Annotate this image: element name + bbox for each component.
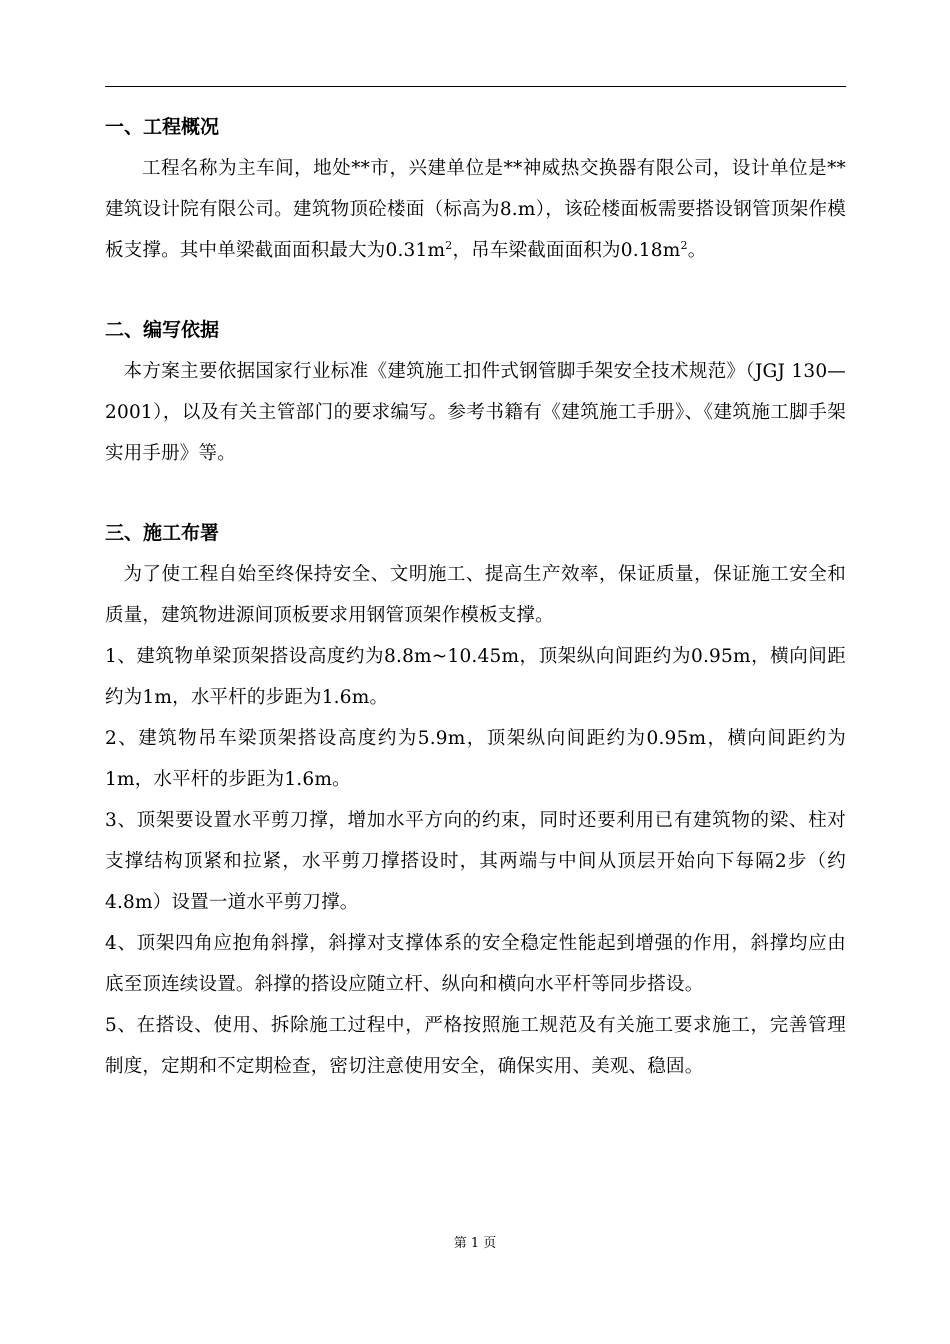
section-spacer: [105, 474, 846, 512]
overview-text-part3: 。: [687, 240, 707, 261]
page-number: 第 1 页: [453, 1236, 497, 1251]
section-heading-deployment: 三、施工布署: [105, 522, 220, 544]
header-rule: [105, 86, 846, 87]
deployment-item-4: 4、顶架四角应抱角斜撑，斜撑对支撑体系的安全稳定性能起到增强的作用，斜撑均应由底至顶连续设置。斜撑的搭设应随立杆、纵向和横向水平杆等同步搭设。: [105, 933, 846, 995]
overview-paragraph: [105, 148, 846, 271]
deployment-item-3: 3、顶架要设置水平剪刀撑，增加水平方向的约束，同时还要利用已有建筑物的梁、柱对支撑结构顶紧和拉紧，水平剪刀撑搭设时，其两端与中间从顶层开始向下每隔2步（约4.8m）设置一道水平剪刀撑。: [105, 810, 846, 913]
superscript-2: 2: [680, 238, 688, 252]
deployment-item-5: 5、在搭设、使用、拆除施工过程中，严格按照施工规范及有关施工要求施工，完善管理制度，定期和不定期检查，密切注意使用安全，确保实用、美观、稳固。: [105, 1015, 846, 1077]
section-spacer: [105, 271, 846, 309]
superscript-2: 2: [445, 238, 453, 252]
document-body: [105, 106, 846, 1087]
overview-text-part1: 工程名称为主车间，地处**市，兴建单位是**神威热交换器有限公司，设计单位是**建筑设计院有限公司。建筑物顶砼楼面（标高为8.m），该砼楼面板需要搭设钢管顶架作模板支撑。其中单梁截面面积最大为0.31m: [105, 158, 846, 261]
deployment-intro-paragraph: 为了使工程自始至终保持安全、文明施工、提高生产效率，保证质量，保证施工安全和质量，建筑物进源间顶板要求用钢管顶架作模板支撑。: [105, 564, 846, 626]
deployment-item-2: 2、建筑物吊车梁顶架搭设高度约为5.9m，顶架纵向间距约为0.95m，横向间距约为1m，水平杆的步距为1.6m。: [105, 728, 846, 790]
section-heading-overview: 一、工程概况: [105, 116, 220, 138]
overview-text-part2: ，吊车梁截面面积为0.18m: [452, 240, 681, 261]
basis-paragraph: 本方案主要依据国家行业标准《建筑施工扣件式钢管脚手架安全技术规范》（JGJ 130—2001），以及有关主管部门的要求编写。参考书籍有《建筑施工手册》、《建筑施工脚手架实用手册》等。: [105, 361, 846, 464]
deployment-item-1: 1、建筑物单梁顶架搭设高度约为8.8m~10.45m，顶架纵向间距约为0.95m，横向间距约为1m，水平杆的步距为1.6m。: [105, 646, 846, 708]
section-heading-basis: 二、编写依据: [105, 319, 220, 341]
